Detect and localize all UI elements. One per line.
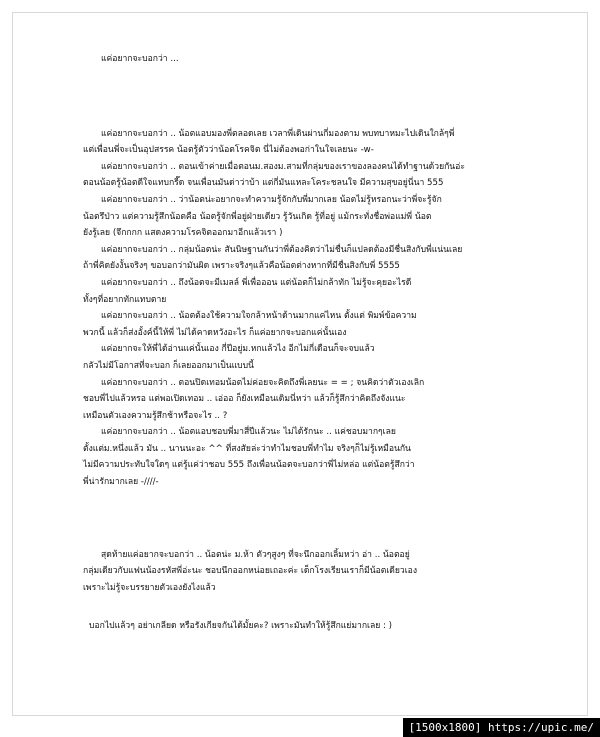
paragraph-line: แค่อยากจะบอกว่า .. น้อตแอบชอบพี่มาสี่ปีแล้วนะ ไม่ได้รักนะ .. แค่ชอบมากๆเลย: [101, 427, 396, 438]
paragraph-list: [83, 126, 528, 491]
paragraph-line: ทั้งๆที่อยากทักแทบตาย: [83, 294, 167, 305]
paragraph-line: ตั้งแต่ม.หนึ่งแล้ว มัน .. นานนะอะ ^^ ที่สงสัยล่ะว่าทำไมชอบพี่ทำไม จริงๆก็ไม่รู้เหมือนกัน: [83, 443, 411, 454]
paragraph-line: แค่อยากจะบอกว่า .. ตอนเข้าค่ายเมื่อตอนม.สองม.สามที่กลุ่มของเราของลองคนได้ทำฐานด้วยกันอ่ะ: [101, 161, 465, 172]
paragraph-line: พวกนี้ แล้วก็ส่งอั้งค์นี้ให้พี่ ไม่ได้คาดหวังอะไร ก็แค่อยากจะบอกแค่นั้นเอง: [83, 327, 347, 338]
paragraph-line: แค่อยากจะบอกว่า .. น้อตต้องใช้ความใจกล้าหน้าด้านมากแค่ไหน ตั้งแต่ พิมพ์ข้อความ: [101, 311, 417, 322]
image-size-watermark: [1500x1800] https://upic.me/: [403, 718, 600, 737]
paragraph-line: แค่อยากจะให้พี่ได้อ่านแค่นั้นเอง กี่ปีอยู่ม.หกแล้วไง อีกไม่กี่เดือนก็จะจบแล้ว: [101, 344, 375, 355]
paragraph-line: พี่น่ารักมากเลย -////-: [83, 477, 159, 488]
final-line: บอกไปแล้วๆ อย่าเกลียด หรือรังเกียจกันได้มั้ยคะ? เพราะมันทำให้รู้สึกแย่มากเลย : ): [89, 621, 392, 632]
paragraph-line: แค่อยากจะบอกว่า .. กลุ่มน้อตน่ะ สันนิษฐานกันว่าพี่ต้องคิดว่าไม่ชื่นก็แปลดต้องมีชื่นสิงกับพี่แน่นเลย: [101, 244, 463, 255]
paragraph-line: แค่อยากจะบอกว่า .. ถึงน้อตจะมีเมลล์ พี่เพื่อออน แต่น้อตก็ไม่กล้าทัก ไม่รู้จะคุยอะไรดี: [101, 277, 412, 288]
paragraph-line: ถ้าพี่คิดยังงั้นจริงๆ ขอบอกว่ามันผิด เพราะจริงๆแล้วคือน้อตต่างหากที่มีชื่นสิงกับพี่ 5555: [83, 261, 400, 272]
document-page: [12, 12, 588, 716]
paragraph-line: เหมือนตัวเองความรู้สึกช้าหรือจะไร .. ?: [83, 410, 228, 421]
paragraph-line: ยังรู้เลย (จึกกกก แสดงความโรคจิตออกมาอีกแล้วเรา ): [83, 228, 283, 239]
paragraph-line: แต่เพื่อนพี่จะเป็นอุปสรรค น้อตรู้ตัวว่าน้อตโรคจิต นี่ไม่ต้องพอก่าในใจเลยนะ -w-: [83, 145, 374, 156]
paragraph-line: น้อตรึป่าว แต่ความรู้สึกน้อตคือ น้อตรู้จักพี่อยู่ฝ่ายเดียว รู้วันเกิด รู้ที่อยู่ แม้กระทั่งชื่อพ่อแม่พี่ น้อต: [83, 211, 432, 222]
paragraph-line: แค่อยากจะบอกว่า .. ตอนปิดเทอมน้อตไม่ค่อยจะคิดถึงพี่เลยนะ = = ; จนคิดว่าตัวเองเลิก: [101, 377, 425, 388]
closing-line: สุดท้ายแค่อยากจะบอกว่า .. น้อตน่ะ ม.ห้า ตัวๆสูงๆ ที่จะนึกออกเลิ้มหว่า อ่า .. น้อตอยู่: [101, 549, 410, 560]
spacer: [83, 491, 528, 547]
closing-line: เพราะไม่รู้จะบรรยายตัวเองยังไงแล้ว: [83, 582, 216, 593]
closing-paragraph: [83, 547, 528, 597]
spacer: [83, 68, 528, 126]
letter-body: [83, 51, 528, 635]
paragraph-line: แค่อยากจะบอกว่า .. น้อตแอบมองพี่ตลอดเลย เวลาพี่เดินผ่านกี่มองตาม พบทบาหมะไปเดินใกล้ๆพี่: [101, 128, 455, 139]
paragraph-line: ตอนน้อตรู้น้อตดีใจแทบกรี๊ด จนเพื่อนมันด่าว่าบ้า แต่กี่มันแหละโคระชลนใจ มีความสุขอยู่นี่นา 555: [83, 178, 444, 189]
paragraph-line: ไม่มีความประทับใจใดๆ แต่รู้แค่ว่าชอบ 555 ถึงเพื่อนน้อตจะบอกว่าพี่ไม่หล่อ แต่น้อตรู้สึกว่า: [83, 460, 415, 471]
intro-line: แค่อยากจะบอกว่า ...: [101, 54, 179, 64]
spacer: [83, 596, 528, 618]
closing-line: กลุ่มเดียวกับแฟนน้องรหัสพี่อ่ะนะ ชอบนึกออกหน่อยเถอะค่ะ เด็กโรงเรียนเราก็มีน้อตเดียวเอง: [83, 566, 418, 577]
paragraph-line: กลัวไม่มีโอกาสที่จะบอก ก็เลยออกมาเป็นแบบนี้: [83, 360, 254, 371]
paragraph-line: แค่อยากจะบอกว่า .. ว่าน้อตน่ะอยากจะทำความรู้จักกับพี่มากเลย น้อตไม่รู้หรอกนะว่าพี่จะรู้จัก: [101, 194, 442, 205]
paragraph-line: ชอบพี่ไปแล้วหรอ แต่พอเปิดเทอม .. เอ่ออ ก็ยังเหมือนเดิมนี่หว่า แล้วก็รู้สึกว่าคิดถึงจังแนะ: [83, 394, 406, 405]
